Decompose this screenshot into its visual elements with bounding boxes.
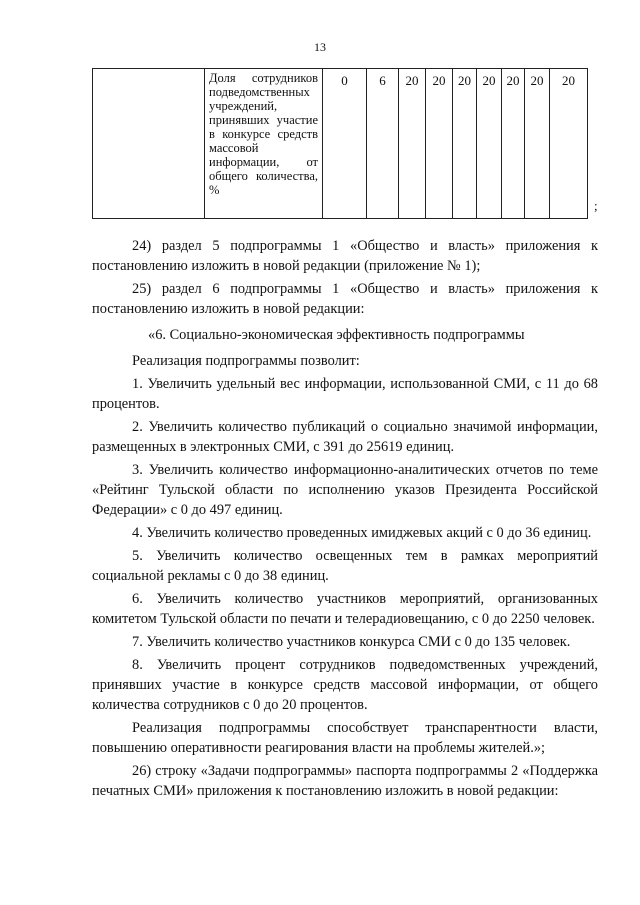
value-cell: 20 <box>525 69 550 219</box>
value-cell: 20 <box>550 69 588 219</box>
value-cell: 0 <box>323 69 367 219</box>
list-item: 4. Увеличить количество проведенных имиджевых акций с 0 до 36 единиц. <box>132 525 592 541</box>
list-item: 2. Увеличить количество публикаций о социально значимой информации, размещенных в электронных СМИ, с 391 до 25619 единиц. <box>92 419 598 455</box>
paragraph: Реализация подпрограммы способствует транспарентности власти, повышению оперативности реагирования власти на проблемы жителей.»; <box>92 720 598 756</box>
value-cell: 20 <box>477 69 502 219</box>
list-item: 6. Увеличить количество участников мероприятий, организованных комитетом Тульской области по печати и телерадиовещанию, с 0 до 2250 человек. <box>92 591 598 627</box>
paragraph: 24) раздел 5 подпрограммы 1 «Общество и власть» приложения к постановлению изложить в новой редакции (приложение № 1); <box>92 238 598 274</box>
value-cell: 20 <box>502 69 525 219</box>
empty-cell <box>93 69 205 219</box>
list-item: 3. Увеличить количество информационно-аналитических отчетов по теме «Рейтинг Тульской области по исполнению указов Президента Российской Федерации» с 0 до 497 единиц. <box>92 462 598 518</box>
indicator-label: Доля сотрудников подведомственных учреждений, принявших участие в конкурсе средств массовой информации, от общего количества, % <box>205 69 323 219</box>
paragraph: 26) строку «Задачи подпрограммы» паспорта подпрограммы 2 «Поддержка печатных СМИ» приложения к постановлению изложить в новой редакции: <box>92 763 598 799</box>
list-item: 8. Увеличить процент сотрудников подведомственных учреждений, принявших участие в конкурсе средств массовой информации, от общего количества сотрудников с 0 до 20 процентов. <box>92 657 598 713</box>
paragraph: Реализация подпрограммы позволит: <box>132 353 360 369</box>
list-item: 1. Увеличить удельный вес информации, использованной СМИ, с 11 до 68 процентов. <box>92 376 598 412</box>
list-item: 5. Увеличить количество освещенных тем в рамках мероприятий социальной рекламы с 0 до 38 единиц. <box>92 548 598 584</box>
page-number: 13 <box>314 40 326 54</box>
value-cell: 20 <box>453 69 477 219</box>
document-body <box>92 236 598 804</box>
indicator-table <box>92 68 588 219</box>
value-cell: 6 <box>367 69 399 219</box>
value-cell: 20 <box>399 69 426 219</box>
list-item: 7. Увеличить количество участников конкурса СМИ с 0 до 135 человек. <box>132 634 571 650</box>
paragraph: 25) раздел 6 подпрограммы 1 «Общество и власть» приложения к постановлению изложить в новой редакции: <box>92 281 598 317</box>
value-cell: 20 <box>426 69 453 219</box>
table-trailing-mark: ; <box>594 198 598 213</box>
section-heading: «6. Социально-экономическая эффективность подпрограммы <box>148 327 525 343</box>
